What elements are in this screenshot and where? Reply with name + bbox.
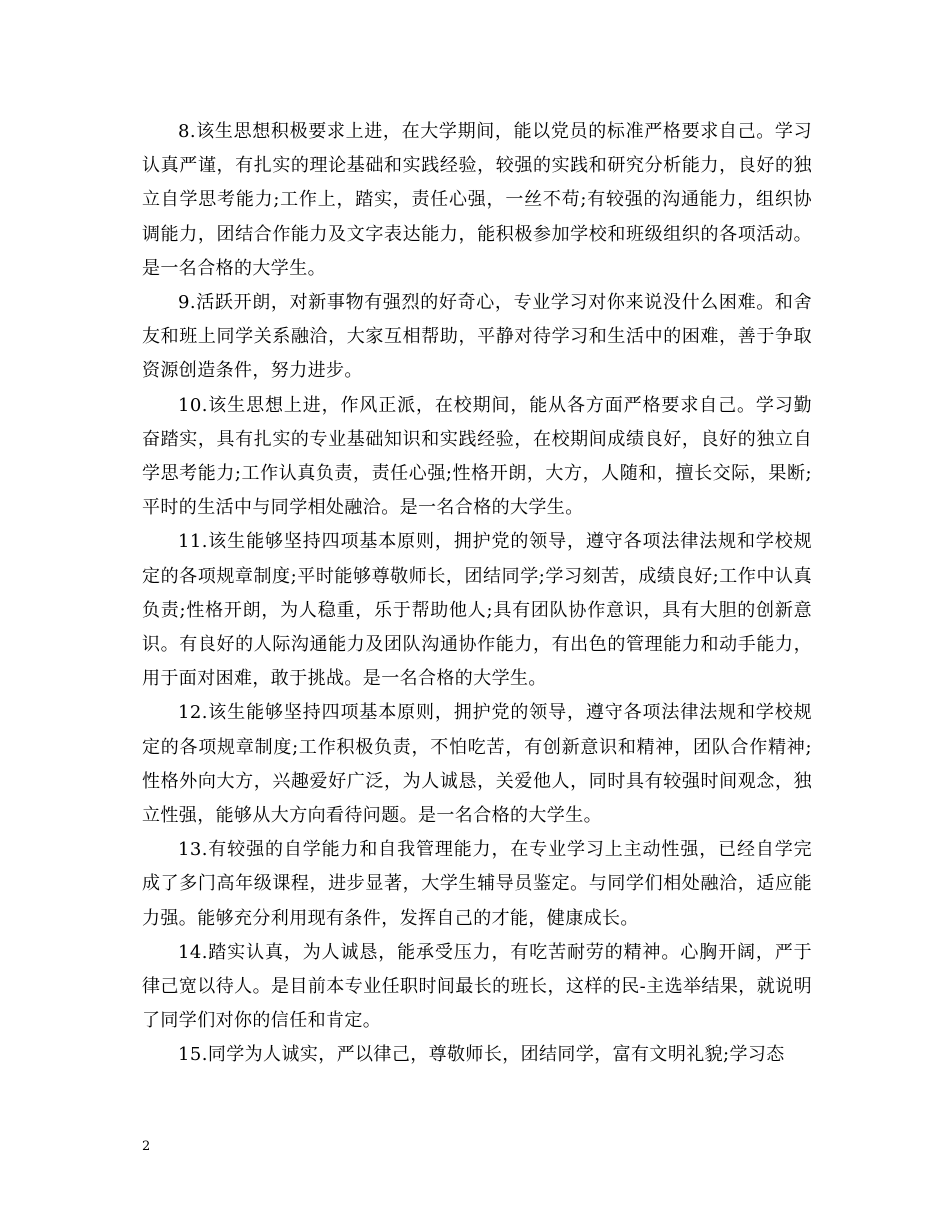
paragraph-12: 12.该生能够坚持四项基本原则，拥护党的领导，遵守各项法律法规和学校规定的各项规章制度;工作积极负责，不怕吃苦，有创新意识和精神，团队合作精神;性格外向大方，兴趣爱好广泛，为人诚恳，关爱他人，同时具有较强时间观念，独立性强，能够从大方向看待问题。是一名合格的大学生。 — [142, 702, 812, 827]
paragraph-15: 15.同学为人诚实，严以律己，尊敬师长，团结同学，富有文明礼貌;学习态 — [178, 1044, 785, 1066]
paragraph-9: 9.活跃开朗，对新事物有强烈的好奇心，专业学习对你来说没什么困难。和舍友和班上同学关系融洽，大家互相帮助，平静对待学习和生活中的困难，善于争取资源创造条件，努力进步。 — [142, 292, 812, 382]
paragraph-10: 10.该生思想上进，作风正派，在校期间，能从各方面严格要求自己。学习勤奋踏实，具有扎实的专业基础知识和实践经验，在校期间成绩良好，良好的独立自学思考能力;工作认真负责，责任心强;性格开朗，大方，人随和，擅长交际，果断;平时的生活中与同学相处融洽。是一名合格的大学生。 — [142, 394, 812, 519]
document-body — [142, 115, 812, 1073]
paragraph-13: 13.有较强的自学能力和自我管理能力，在专业学习上主动性强，已经自学完成了多门高年级课程，进步显著，大学生辅导员鉴定。与同学们相处融洽，适应能力强。能够充分利用现有条件，发挥自己的才能，健康成长。 — [142, 839, 812, 929]
page-number: 2 — [142, 1139, 151, 1154]
paragraph-11: 11.该生能够坚持四项基本原则，拥护党的领导，遵守各项法律法规和学校规定的各项规章制度;平时能够尊敬师长，团结同学;学习刻苦，成绩良好;工作中认真负责;性格开朗，为人稳重，乐于帮助他人;具有团队协作意识，具有大胆的创新意识。有良好的人际沟通能力及团队沟通协作能力，有出色的管理能力和动手能力，用于面对困难，敢于挑战。是一名合格的大学生。 — [142, 531, 812, 690]
paragraph-8: 8.该生思想积极要求上进，在大学期间，能以党员的标准严格要求自己。学习认真严谨，有扎实的理论基础和实践经验，较强的实践和研究分析能力，良好的独立自学思考能力;工作上，踏实，责任心强，一丝不苟;有较强的沟通能力，组织协调能力，团结合作能力及文字表达能力，能积极参加学校和班级组织的各项活动。是一名合格的大学生。 — [142, 121, 812, 279]
paragraph-14: 14.踏实认真，为人诚恳，能承受压力，有吃苦耐劳的精神。心胸开阔，严于律己宽以待人。是目前本专业任职时间最长的班长，这样的民-主选举结果，就说明了同学们对你的信任和肯定。 — [142, 941, 812, 1032]
